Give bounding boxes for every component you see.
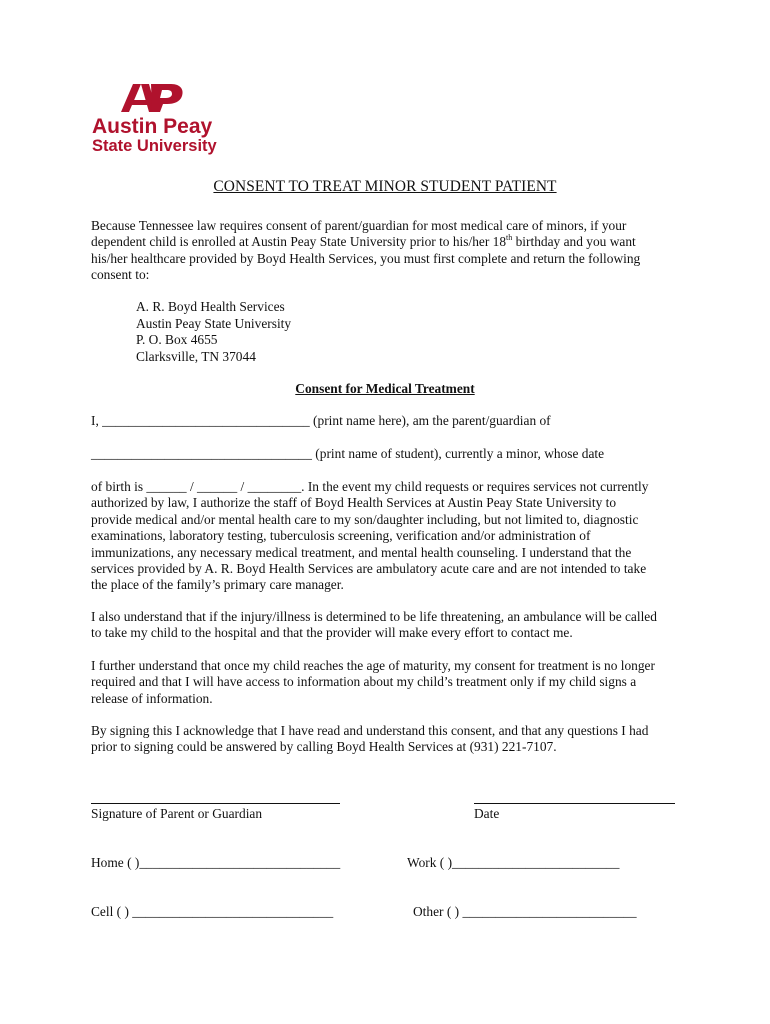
date-line[interactable] (474, 803, 675, 804)
authorization-paragraph (91, 479, 691, 594)
acknowledgement-paragraph (91, 723, 691, 756)
body-line: I further understand that once my child reaches the age of maturity, my consent for treatment is no longer (91, 658, 655, 673)
university-logo (91, 84, 227, 156)
parent-signature-label: Signature of Parent or Guardian (91, 806, 263, 821)
address-line: A. R. Boyd Health Services (136, 299, 285, 314)
logo-text-line2: State University (92, 137, 217, 155)
ambulance-paragraph (91, 609, 691, 642)
maturity-paragraph (91, 658, 691, 707)
intro-paragraph (91, 218, 691, 284)
work-phone-field[interactable]: Work ( )_________________________ (407, 855, 620, 870)
body-line: I also understand that if the injury/illness is determined to be life threatening, an ambulance will be called (91, 609, 657, 624)
student-name-field[interactable]: _________________________________ (print name of student), currently a minor, whose date (91, 446, 605, 461)
intro-line: dependent child is enrolled at Austin Peay State University prior to his/her 18th birthday and you want (91, 233, 636, 250)
parent-signature-line[interactable] (91, 803, 340, 804)
logo-text-line1: Austin Peay (92, 115, 213, 138)
intro-line: his/her healthcare provided by Boyd Health Services, you must first complete and return the following (91, 250, 641, 266)
intro-line: Because Tennessee law requires consent of parent/guardian for most medical care of minors, if your (91, 218, 627, 233)
body-line: to take my child to the hospital and that the provider will make every effort to contact me. (91, 625, 573, 641)
cell-phone-field[interactable]: Cell ( ) ______________________________ (91, 904, 334, 919)
body-line: provide medical and/or mental health care to my son/daughter including, but not limited to, diagnostic (91, 511, 639, 527)
birth-date-field[interactable]: of birth is ______ / ______ / ________. In the event my child requests or requires services not currently (91, 479, 649, 494)
home-phone-field[interactable]: Home ( )______________________________ (91, 855, 341, 870)
date-label: Date (474, 806, 500, 821)
body-line: immunizations, any necessary medical treatment, and mental health counseling. I understand that the (91, 544, 632, 560)
mailing-address (136, 299, 291, 365)
address-line: Austin Peay State University (136, 315, 292, 331)
other-phone-field[interactable]: Other ( ) __________________________ (413, 904, 637, 919)
section-heading: Consent for Medical Treatment (295, 381, 475, 396)
body-line: authorized by law, I authorize the staff of Boyd Health Services at Austin Peay State University to (91, 495, 617, 511)
body-line: release of information. (91, 690, 213, 706)
address-line: Clarksville, TN 37044 (136, 348, 256, 364)
body-line: prior to signing could be answered by calling Boyd Health Services at (931) 221-7107. (91, 739, 557, 755)
page-title: CONSENT TO TREAT MINOR STUDENT PATIENT (213, 178, 557, 195)
body-line: services provided by A. R. Boyd Health Services are ambulatory acute care and are not intended to take (91, 561, 647, 577)
parent-name-field[interactable]: I, _______________________________ (print name here), am the parent/guardian of (91, 413, 551, 428)
intro-line: consent to: (91, 267, 150, 283)
body-line: examinations, laboratory testing, tuberculosis screening, verification and/or administration of (91, 528, 591, 544)
address-line: P. O. Box 4655 (136, 332, 218, 348)
body-line: required and that I will have access to information about my child’s treatment only if my child signs a (91, 674, 637, 690)
body-line: By signing this I acknowledge that I have read and understand this consent, and that any questions I had (91, 723, 649, 738)
body-line: the place of the family’s primary care manager. (91, 577, 344, 593)
